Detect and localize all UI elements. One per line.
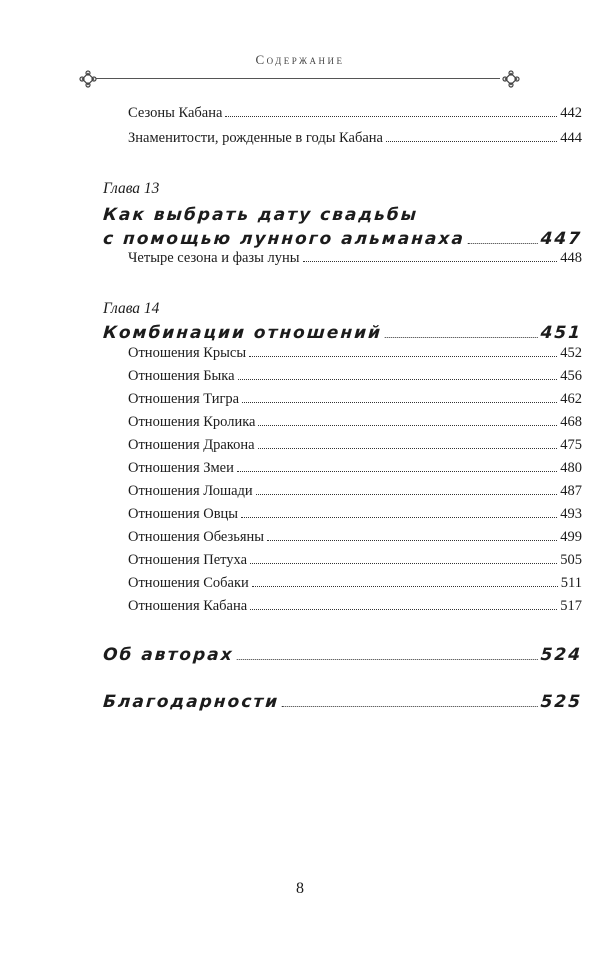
toc-entry-page: 452 — [560, 345, 582, 361]
toc-entry-page: 493 — [560, 506, 582, 522]
toc-entry[interactable] — [128, 552, 582, 574]
toc-entry-label: Сезоны Кабана — [128, 105, 223, 121]
chapter-13-title-line1[interactable]: Как выбрать дату свадьбы — [102, 205, 419, 225]
leader-dots — [236, 659, 537, 660]
toc-entry[interactable] — [128, 598, 582, 620]
toc-entry-page: 475 — [560, 437, 582, 453]
toc-entry-authors[interactable]: Об авторах 524 — [102, 645, 583, 665]
leader-dots — [468, 243, 538, 244]
toc-entry-label: Отношения Тигра — [128, 391, 240, 407]
knot-ornament-icon — [79, 70, 97, 88]
chapter-13-title-line2[interactable]: с помощью лунного альманаха 447 — [102, 229, 583, 249]
leader-dots — [256, 494, 558, 495]
toc-entry[interactable] — [128, 575, 582, 597]
toc-entry-label: Отношения Быка — [128, 368, 235, 384]
toc-entry[interactable] — [128, 105, 582, 127]
leader-dots — [252, 586, 558, 587]
chapter-14-label: Глава 14 — [103, 300, 160, 317]
toc-entry[interactable] — [128, 414, 582, 436]
toc-entry[interactable] — [128, 437, 582, 459]
toc-entry-label: Четыре сезона и фазы луны — [128, 250, 300, 266]
leader-dots — [282, 706, 537, 707]
toc-entry-acknowledgements[interactable]: Благодарности 525 — [102, 692, 583, 712]
leader-dots — [241, 517, 557, 518]
page-number: 8 — [296, 880, 304, 897]
leader-dots — [258, 448, 558, 449]
chapter-13-label: Глава 13 — [103, 180, 160, 197]
toc-entry-label: Отношения Крысы — [128, 345, 247, 361]
toc-entry-label: Отношения Овцы — [128, 506, 239, 522]
toc-entry[interactable] — [128, 391, 582, 413]
knot-ornament-icon — [502, 70, 520, 88]
toc-entry-label: Отношения Змеи — [128, 460, 234, 476]
toc-entry-page: 517 — [560, 598, 582, 614]
chapter-14-title[interactable]: Комбинации отношений 451 — [102, 323, 583, 343]
header-rule — [96, 78, 500, 79]
leader-dots — [267, 540, 557, 541]
toc-entry-page: 511 — [560, 575, 582, 591]
toc-entry-label: Отношения Лошади — [128, 483, 253, 499]
toc-entry-page: 499 — [560, 529, 582, 545]
leader-dots — [242, 402, 557, 403]
toc-entry[interactable] — [128, 529, 582, 551]
toc-entry[interactable] — [128, 345, 582, 367]
leader-dots — [303, 261, 558, 262]
leader-dots — [258, 425, 557, 426]
toc-entry-page: 444 — [560, 130, 582, 146]
leader-dots — [250, 563, 557, 564]
toc-entry-label: Отношения Кролика — [128, 414, 256, 430]
toc-entry-page: 442 — [560, 105, 582, 121]
toc-entry-label: Знаменитости, рожденные в годы Кабана — [128, 130, 383, 146]
toc-entry-page: 456 — [560, 368, 582, 384]
toc-entry-label: Отношения Петуха — [128, 552, 248, 568]
leader-dots — [237, 471, 557, 472]
toc-entry[interactable] — [128, 506, 582, 528]
leader-dots — [386, 141, 557, 142]
running-header: Содержание — [255, 52, 345, 67]
leader-dots — [249, 356, 557, 357]
toc-entry[interactable] — [128, 130, 582, 152]
leader-dots — [385, 337, 538, 338]
leader-dots — [225, 116, 557, 117]
toc-entry-page: 462 — [560, 391, 582, 407]
toc-entry-page: 525 — [539, 692, 583, 712]
toc-entry-page: 505 — [560, 552, 582, 568]
toc-entry-label: Отношения Кабана — [128, 598, 248, 614]
toc-entry[interactable] — [128, 368, 582, 390]
toc-entry[interactable] — [128, 483, 582, 505]
toc-entry-page: 524 — [539, 645, 583, 665]
toc-entry-page: 451 — [539, 323, 583, 343]
leader-dots — [238, 379, 558, 380]
toc-entry-page: 447 — [539, 229, 583, 249]
toc-entry-page: 468 — [560, 414, 582, 430]
toc-entry-label: Отношения Собаки — [128, 575, 249, 591]
toc-entry-page: 487 — [560, 483, 582, 499]
toc-entry[interactable] — [128, 460, 582, 482]
toc-entry-page: 480 — [560, 460, 582, 476]
toc-entry[interactable] — [128, 250, 582, 272]
toc-entry-label: Отношения Обезьяны — [128, 529, 265, 545]
leader-dots — [250, 609, 557, 610]
toc-entry-page: 448 — [560, 250, 582, 266]
toc-entry-label: Отношения Дракона — [128, 437, 255, 453]
